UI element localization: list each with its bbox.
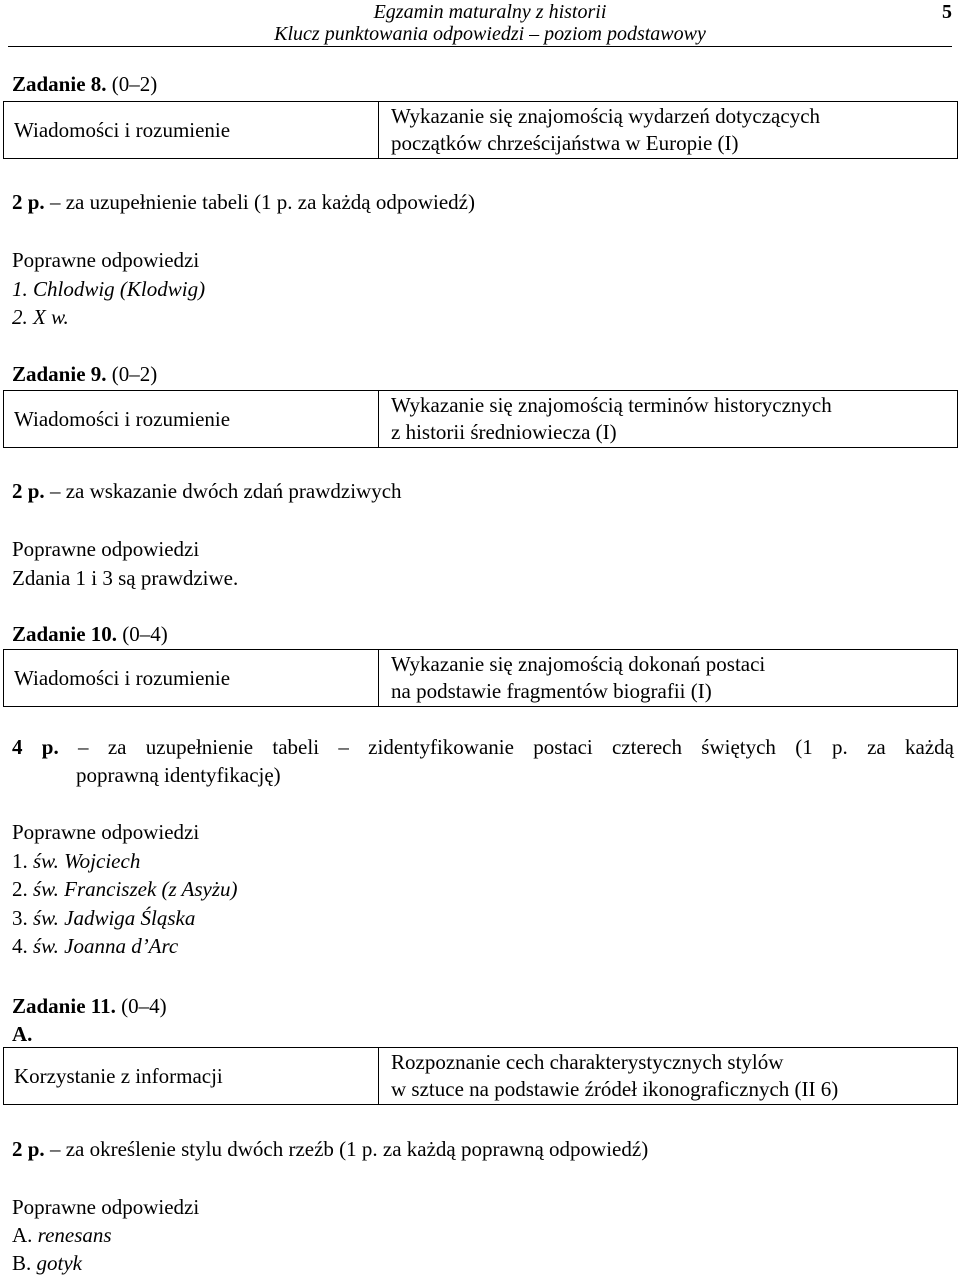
task10-answer-4: 4. św. Joanna d’Arc bbox=[12, 934, 179, 958]
task10-answer-1: 1. św. Wojciech bbox=[12, 849, 141, 873]
task8-answer-1: 1. Chlodwig (Klodwig) bbox=[12, 277, 206, 301]
task8-category: Wiadomości i rozumienie bbox=[4, 102, 379, 158]
task10-score-continued: poprawną identyfikację) bbox=[76, 763, 281, 787]
task10-requirement: Wykazanie się znajomością dokonań postaci na podstawie fragmentów biografii (I) bbox=[391, 652, 766, 703]
task9-requirement-table bbox=[3, 390, 958, 448]
task10-requirement-table bbox=[3, 649, 958, 707]
task9-answers-label: Poprawne odpowiedzi bbox=[12, 537, 200, 561]
header-divider bbox=[8, 46, 952, 47]
task10-score: 4 p. – za uzupełnienie tabeli – zidentyfikowanie postaci czterech świętych (1 p. za każdą bbox=[12, 735, 955, 759]
task11-requirement: Rozpoznanie cech charakterystycznych stylów w sztuce na podstawie źródeł ikonograficznych (II 6) bbox=[391, 1050, 839, 1101]
page-number: 5 bbox=[942, 1, 952, 23]
task10-answers-label: Poprawne odpowiedzi bbox=[12, 820, 200, 844]
task11-part-label: A. bbox=[12, 1022, 33, 1046]
task10-answer-3: 3. św. Jadwiga Śląska bbox=[12, 906, 196, 930]
task10-category: Wiadomości i rozumienie bbox=[4, 650, 379, 706]
task9-requirement: Wykazanie się znajomością terminów historycznych z historii średniowiecza (I) bbox=[391, 393, 832, 444]
task11-heading: Zadanie 11. (0–4) bbox=[12, 994, 167, 1018]
task8-requirement-table bbox=[3, 101, 958, 159]
task8-score: 2 p. – za uzupełnienie tabeli (1 p. za każdą odpowiedź) bbox=[12, 190, 475, 214]
task8-requirement: Wykazanie się znajomością wydarzeń dotyczących początków chrześcijaństwa w Europie (I) bbox=[391, 104, 821, 155]
task10-answer-2: 2. św. Franciszek (z Asyżu) bbox=[12, 877, 238, 901]
task11-score: 2 p. – za określenie stylu dwóch rzeźb (1 p. za każdą poprawną odpowiedź) bbox=[12, 1137, 649, 1161]
header-title: Egzamin maturalny z historii bbox=[373, 1, 607, 23]
task9-category: Wiadomości i rozumienie bbox=[4, 391, 379, 447]
task11-category: Korzystanie z informacji bbox=[4, 1048, 379, 1104]
task9-score: 2 p. – za wskazanie dwóch zdań prawdziwych bbox=[12, 479, 402, 503]
task11-answer-a: A. renesans bbox=[12, 1223, 112, 1247]
task9-heading: Zadanie 9. (0–2) bbox=[12, 362, 158, 386]
task8-answer-2: 2. X w. bbox=[12, 305, 69, 329]
task10-heading: Zadanie 10. (0–4) bbox=[12, 622, 168, 646]
task8-answers-label: Poprawne odpowiedzi bbox=[12, 248, 200, 272]
task11-answers-label: Poprawne odpowiedzi bbox=[12, 1195, 200, 1219]
task11-requirement-table bbox=[3, 1047, 958, 1105]
header-subtitle: Klucz punktowania odpowiedzi – poziom podstawowy bbox=[274, 23, 706, 45]
task8-heading: Zadanie 8. (0–2) bbox=[12, 72, 158, 96]
task11-answer-b: B. gotyk bbox=[12, 1251, 82, 1275]
task9-answer-1: Zdania 1 i 3 są prawdziwe. bbox=[12, 566, 239, 590]
